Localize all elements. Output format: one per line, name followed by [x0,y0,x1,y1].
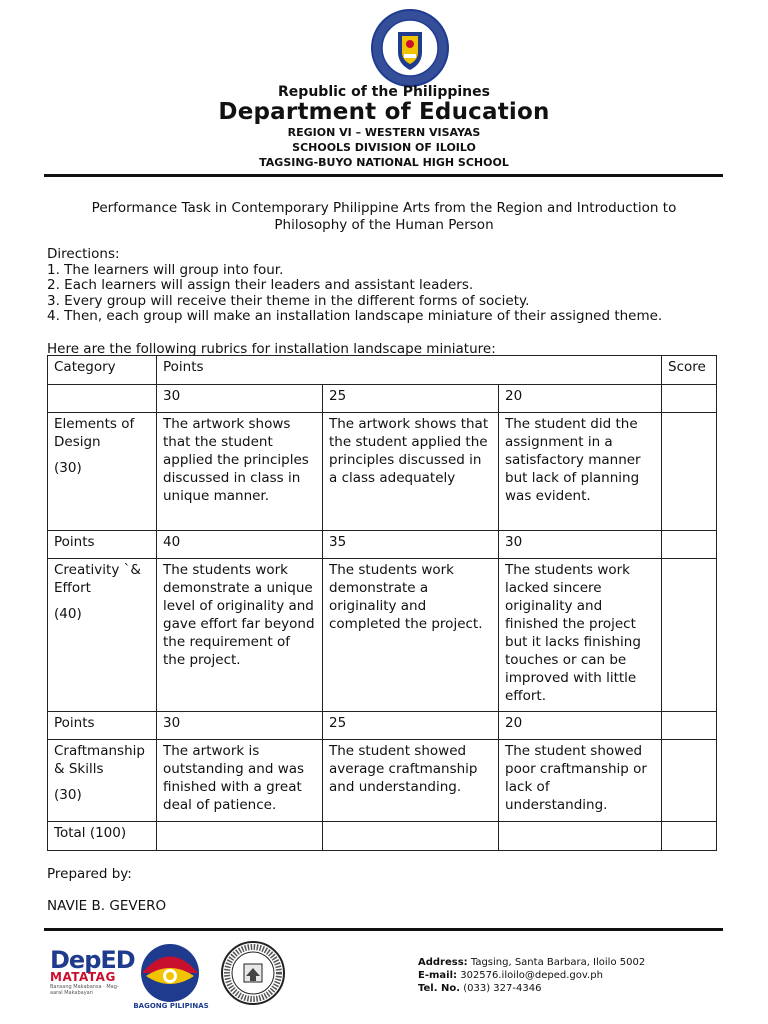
header-department: Department of Education [218,99,550,125]
table-row [48,413,717,531]
deped-matatag-logo [50,946,135,996]
address-label: Address: [418,957,468,968]
header-score: Score [662,356,717,385]
header-divider [44,174,723,177]
category-max-points: (30) [54,787,82,803]
total-cell[interactable] [499,822,662,851]
address-line [418,956,645,969]
table-row [48,559,717,712]
email-line [418,969,645,982]
points-label-cell [48,385,157,413]
total-score-cell[interactable] [662,822,717,851]
address-value: Tagsing, Santa Barbara, Iloilo 5002 [470,957,646,968]
bagong-pilipinas-label: BAGONG PILIPINAS [133,1002,209,1010]
category-name: Elements of Design [54,416,135,450]
total-label: Total (100) [48,822,157,851]
directions-block [47,247,662,325]
table-header-row [48,356,717,385]
score-cell[interactable] [662,385,717,413]
level-points: 25 [323,385,499,413]
header-region: REGION VI – WESTERN VISAYAS [287,126,481,139]
level-description: The artwork shows that the student applied the principles discussed in class in unique manner. [157,413,323,531]
email-value[interactable]: 302576.iloilo@deped.gov.ph [460,970,603,981]
level-points: 25 [323,712,499,740]
category-name: Craftmanship & Skills [54,743,145,777]
contact-info [418,956,645,995]
deped-seal [370,8,450,88]
level-description: The artwork is outstanding and was finished with a great deal of patience. [157,740,323,822]
email-label: E-mail: [418,970,458,981]
level-points: 30 [157,712,323,740]
direction-item: 1. The learners will group into four. [47,261,284,278]
header-category: Category [48,356,157,385]
category-cell [48,740,157,822]
author-name: NAVIE B. GEVERO [47,898,167,914]
table-row [48,385,717,413]
header-points: Points [157,356,662,385]
level-points: 35 [323,531,499,559]
prepared-by-label: Prepared by: [47,866,132,882]
table-row [48,740,717,822]
tel-line [418,982,645,995]
level-description: The student did the assignment in a satisfactory manner but lack of planning was evident. [499,413,662,531]
direction-item: 4. Then, each group will make an installation landscape miniature of their assigned theme. [47,308,663,325]
category-cell [48,413,157,531]
deped-tagline: Bansang Makabansa · Mag-aaral Makabayan [50,984,119,996]
level-points: 30 [157,385,323,413]
table-row [48,712,717,740]
direction-item: 3. Every group will receive their theme in the different forms of society. [47,292,530,309]
level-points: 40 [157,531,323,559]
category-cell [48,559,157,712]
tel-value: (033) 327-4346 [463,983,542,994]
level-points: 20 [499,385,662,413]
school-seal [220,940,286,1006]
level-points: 20 [499,712,662,740]
score-cell[interactable] [662,413,717,531]
directions-label: Directions: [47,246,120,262]
total-cell[interactable] [323,822,499,851]
category-max-points: (40) [54,606,82,622]
rubric-intro: Here are the following rubrics for installation landscape miniature: [47,341,496,357]
matatag-wordmark: MATATAG [50,970,116,984]
header-division: SCHOOLS DIVISION OF ILOILO [292,141,476,154]
score-cell[interactable] [662,712,717,740]
direction-item: 2. Each learners will assign their leaders and assistant leaders. [47,277,474,294]
total-cell[interactable] [157,822,323,851]
level-description: The students work lacked sincere originality and finished the project but it lacks finishing touches or can be improved with little effort. [499,559,662,712]
task-title: Performance Task in Contemporary Philippine Arts from the Region and Introduction to Philosophy of the Human Person [91,200,677,233]
rubric-table [47,355,717,851]
level-description: The artwork shows that the student applied the principles discussed in a class adequately [323,413,499,531]
level-description: The student showed average craftmanship and understanding. [323,740,499,822]
category-name: Creativity `& Effort [54,562,141,596]
header-school: TAGSING-BUYO NATIONAL HIGH SCHOOL [259,156,509,169]
tel-label: Tel. No. [418,983,461,994]
score-cell[interactable] [662,740,717,822]
level-description: The students work demonstrate a unique level of originality and gave effort far beyond the requirement of the project. [157,559,323,712]
score-cell[interactable] [662,531,717,559]
header-republic: Republic of the Philippines [278,84,490,100]
points-label-cell: Points [48,712,157,740]
total-row [48,822,717,851]
score-cell[interactable] [662,559,717,712]
category-max-points: (30) [54,460,82,476]
bagong-pilipinas-logo [132,942,208,1004]
level-points: 30 [499,531,662,559]
level-description: The students work demonstrate a originality and completed the project. [323,559,499,712]
table-row [48,531,717,559]
footer-divider [44,928,723,931]
level-description: The student showed poor craftmanship or lack of understanding. [499,740,662,822]
points-label-cell: Points [48,531,157,559]
deped-wordmark: DepED [50,946,135,974]
